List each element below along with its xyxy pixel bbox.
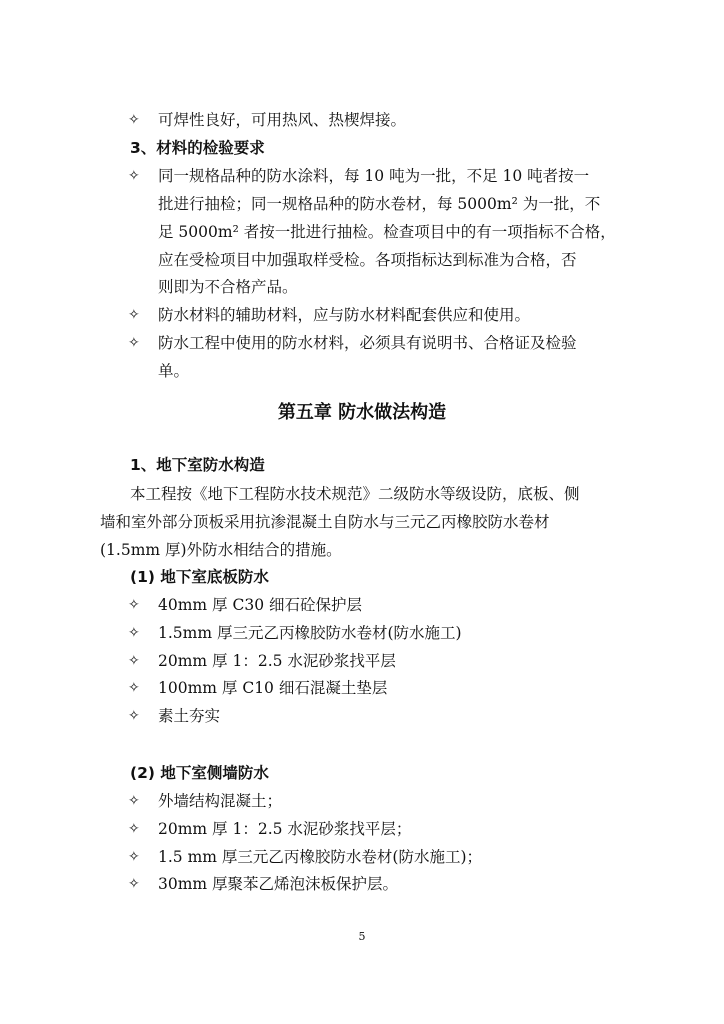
bullet-icon: ✧ bbox=[128, 680, 140, 696]
page-number: 5 bbox=[358, 930, 366, 943]
paragraph-line: 足 5000m² 者按一批进行抽检。检查项目中的有一项指标不合格， bbox=[158, 223, 616, 241]
paragraph-line: 则即为不合格产品。 bbox=[158, 278, 298, 296]
bullet-icon: ✧ bbox=[128, 335, 140, 351]
subheading-wall: (2) 地下室侧墙防水 bbox=[130, 764, 269, 782]
list-item: 30mm 厚聚苯乙烯泡沫板保护层。 bbox=[158, 875, 399, 893]
bullet-icon: ✧ bbox=[128, 307, 140, 323]
bullet-icon: ✧ bbox=[128, 876, 140, 892]
chapter-title: 第五章 防水做法构造 bbox=[277, 402, 447, 423]
bullet-icon: ✧ bbox=[128, 168, 140, 184]
list-item: 100mm 厚 C10 细石混凝土垫层 bbox=[158, 679, 388, 697]
paragraph-line: 批进行抽检；同一规格品种的防水卷材，每 5000m² 为一批，不 bbox=[158, 195, 601, 213]
list-item: 1.5 mm 厚三元乙丙橡胶防水卷材(防水施工)； bbox=[158, 848, 482, 866]
list-item: 素土夯实 bbox=[158, 707, 221, 725]
list-item: 40mm 厚 C30 细石砼保护层 bbox=[158, 596, 362, 614]
section-heading-basement: 1、地下室防水构造 bbox=[130, 456, 265, 474]
paragraph-line: 应在受检项目中加强取样受检。各项指标达到标准为合格，否 bbox=[158, 251, 577, 269]
bullet-icon: ✧ bbox=[128, 708, 140, 724]
list-item: 1.5mm 厚三元乙丙橡胶防水卷材(防水施工) bbox=[158, 624, 462, 642]
paragraph-line: 防水工程中使用的防水材料，必须具有说明书、合格证及检验 bbox=[158, 334, 577, 352]
list-item: 外墙结构混凝土； bbox=[158, 792, 283, 810]
bullet-icon: ✧ bbox=[128, 112, 140, 128]
bullet-icon: ✧ bbox=[128, 849, 140, 865]
list-item: 20mm 厚 1：2.5 水泥砂浆找平层 bbox=[158, 652, 396, 670]
bullet-icon: ✧ bbox=[128, 625, 140, 641]
paragraph-line: 墙和室外部分顶板采用抗渗混凝土自防水与三元乙丙橡胶防水卷材 bbox=[100, 513, 550, 531]
weld-text: 可焊性良好，可用热风、热楔焊接。 bbox=[158, 111, 407, 129]
paragraph-line: 本工程按《地下工程防水技术规范》二级防水等级设防，底板、侧 bbox=[130, 485, 580, 503]
paragraph-line: 单。 bbox=[158, 362, 190, 380]
list-item: 20mm 厚 1：2.5 水泥砂浆找平层； bbox=[158, 820, 412, 838]
paragraph-line: (1.5mm 厚)外防水相结合的措施。 bbox=[100, 541, 342, 559]
bullet-icon: ✧ bbox=[128, 653, 140, 669]
bullet-icon: ✧ bbox=[128, 821, 140, 837]
section-heading-inspection: 3、材料的检验要求 bbox=[130, 139, 265, 157]
paragraph-line: 防水材料的辅助材料，应与防水材料配套供应和使用。 bbox=[158, 306, 531, 324]
bullet-icon: ✧ bbox=[128, 597, 140, 613]
bullet-icon: ✧ bbox=[128, 793, 140, 809]
subheading-floor: (1) 地下室底板防水 bbox=[130, 568, 269, 586]
paragraph-line: 同一规格品种的防水涂料，每 10 吨为一批，不足 10 吨者按一 bbox=[158, 167, 590, 185]
